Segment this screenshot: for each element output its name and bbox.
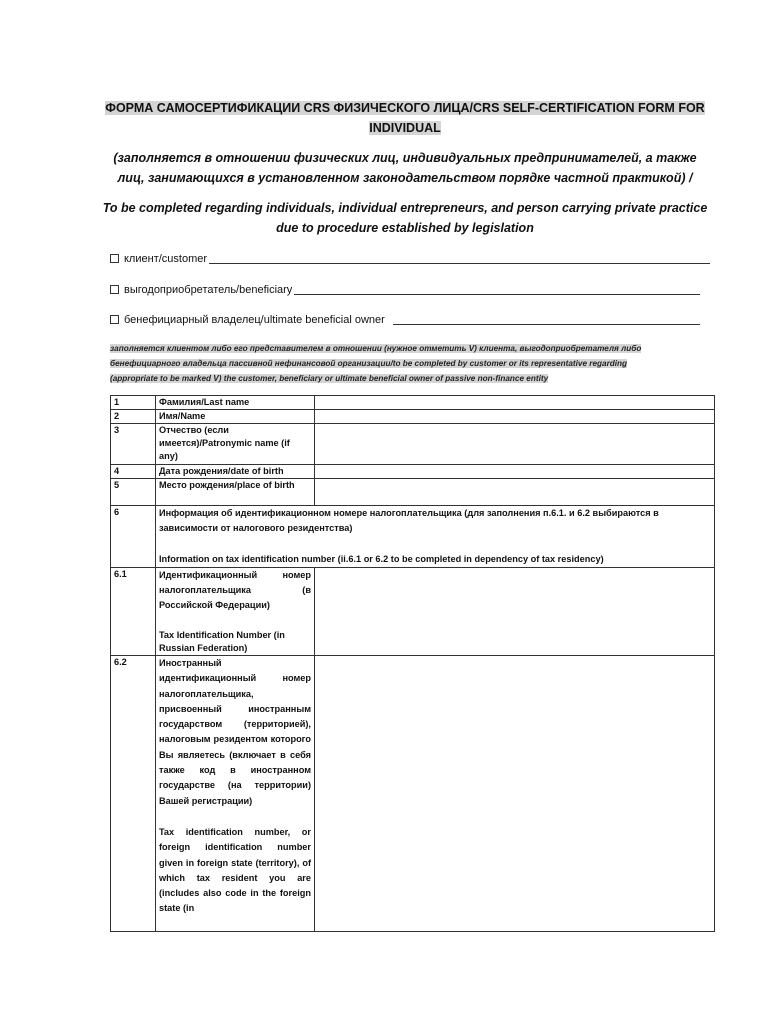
beneficiary-fill-line[interactable] [294, 293, 700, 295]
note-line3: (appropriate to be marked V) the customer, beneficiary or ultimate beneficial owner of passive non-finance entity [110, 374, 549, 383]
checkbox-owner-label: бенефициарный владелец/ultimate beneficial owner [124, 314, 385, 326]
row-label [156, 568, 315, 656]
tin-russia-ru: Идентификационный номер налогоплательщика (в Российской Федерации) [159, 570, 311, 610]
foreign-tin-en: Tax identification number, or foreign identification number given in foreign state (territory), of which tax resident you are (includes also code in the foreign state (in [159, 826, 311, 914]
last-name-field[interactable] [315, 396, 715, 410]
birth-place-field[interactable] [315, 479, 715, 506]
checkbox-owner-row[interactable] [110, 313, 700, 327]
customer-fill-line[interactable] [209, 262, 710, 264]
form-title [100, 98, 710, 138]
owner-fill-line[interactable] [393, 323, 700, 325]
table-row [111, 656, 715, 932]
row-label: Дата рождения/date of birth [156, 465, 315, 479]
tin-info-ru: Информация об идентификационном номере налогоплательщика (для заполнения п.6.1. и 6.2 выбираются в зависимости от налогового резидентства) [159, 508, 659, 533]
subtitle-en-line1: To be completed regarding individuals, individual entrepreneurs, and person carrying private practice [102, 201, 708, 215]
checkbox-owner[interactable] [110, 315, 119, 324]
tin-info-cell [156, 506, 715, 568]
subtitle-ru-line1: (заполняется в отношении физических лиц, индивидуальных предпринимателей, а также [113, 151, 697, 165]
table-row [111, 479, 715, 506]
note-line2: бенефициарного владельца пассивной нефинансовой организации/to be completed by customer or its representative regarding [110, 359, 628, 368]
first-name-field[interactable] [315, 410, 715, 424]
row-label: Имя/Name [156, 410, 315, 424]
foreign-tin-field[interactable] [315, 656, 715, 932]
tin-info-en: Information on tax identification number (ii.6.1 or 6.2 to be completed in dependency of tax residency) [159, 554, 604, 564]
row-number: 2 [111, 410, 156, 424]
table-row [111, 465, 715, 479]
row-number: 1 [111, 396, 156, 410]
checkbox-customer[interactable] [110, 254, 119, 263]
form-title-line1: ФОРМА САМОСЕРТИФИКАЦИИ CRS ФИЗИЧЕСКОГО ЛИЦА/CRS SELF-CERTIFICATION FORM FOR [105, 101, 705, 115]
tin-russia-en: Tax Identification Number (in Russian Federation) [159, 630, 285, 653]
row-label: Отчество (если имеется)/Patronymic name (if any) [156, 424, 315, 465]
foreign-tin-ru: Иностранный идентификационный номер налогоплательщика, присвоенный иностранным государством (территорией), налоговым резидентом которого Вы являетесь (включает в себя также код в иностранном государстве (на территории) Вашей регистрации) [159, 658, 311, 806]
row-number: 6 [111, 506, 156, 568]
checkbox-beneficiary[interactable] [110, 285, 119, 294]
row-number: 5 [111, 479, 156, 506]
patronymic-field[interactable] [315, 424, 715, 465]
row-label: Фамилия/Last name [156, 396, 315, 410]
form-subtitle-en [100, 198, 710, 238]
subtitle-ru-line2: лиц, занимающихся в установленном законодательством порядке частной практикой) / [117, 171, 693, 185]
birth-date-field[interactable] [315, 465, 715, 479]
row-number: 6.1 [111, 568, 156, 656]
instruction-note [110, 341, 715, 386]
row-number: 6.2 [111, 656, 156, 932]
row-label [156, 656, 315, 932]
checkbox-beneficiary-label: выгодоприобретатель/beneficiary [124, 284, 293, 296]
table-row [111, 568, 715, 656]
table-row [111, 410, 715, 424]
subtitle-en-line2: due to procedure established by legislation [276, 221, 534, 235]
row-number: 3 [111, 424, 156, 465]
row-number: 4 [111, 465, 156, 479]
checkbox-beneficiary-row[interactable] [110, 283, 700, 297]
personal-data-table [110, 395, 715, 932]
tin-russia-field[interactable] [315, 568, 715, 656]
checkbox-customer-row[interactable] [110, 252, 710, 266]
table-row [111, 396, 715, 410]
form-subtitle-ru [100, 148, 710, 188]
checkbox-customer-label: клиент/customer [124, 253, 208, 265]
form-title-line2: INDIVIDUAL [369, 121, 441, 135]
row-label: Место рождения/place of birth [156, 479, 315, 506]
table-row [111, 424, 715, 465]
note-line1: заполняется клиентом либо его представителем в отношении (нужное отметить V) клиента, выгодоприобретателя либо [110, 344, 642, 353]
table-row [111, 506, 715, 568]
